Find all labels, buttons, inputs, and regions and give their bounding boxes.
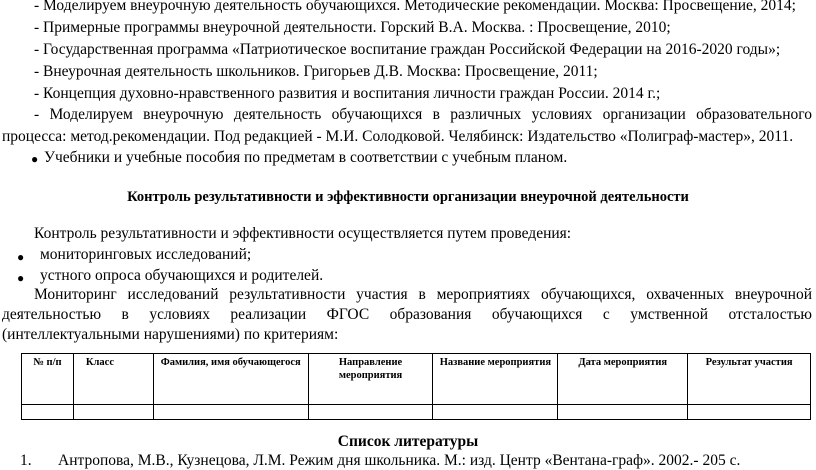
column-header-student: Фамилия, имя обучающегося	[153, 354, 308, 405]
source-line-6b: процесса: метод.рекомендации. Под редакцией - М.И. Солодковой. Челябинск: Издательство «Полиграф-мастер», 2011.	[2, 128, 794, 145]
column-header-class: Класс	[73, 354, 153, 405]
control-intro: Контроль результативности и эффективности осуществляется путем проведения:	[34, 225, 572, 242]
control-heading: Контроль результативности и эффективности организации внеурочной деятельности	[127, 189, 689, 205]
source-line-3: - Государственная программа «Патриотическое воспитание граждан Российской Федерации на 2016-2020 годы»;	[34, 41, 781, 58]
literature-item-1: Антропова, М.В., Кузнецова, Л.М. Режим дня школьника. М.: изд. Центр «Вентана-граф». 2002.- 205 с.	[58, 452, 741, 469]
control-paragraph-line-1: Мониторинг исследований результативности участия в мероприятиях обучающихся, охваченных внеурочной	[34, 286, 812, 303]
column-header-date: Дата мероприятия	[558, 354, 688, 405]
table-header-row	[22, 354, 811, 405]
source-line-5: - Концепция духовно-нравственного развития и воспитания личности граждан России. 2014 г.;	[34, 85, 661, 102]
literature-item-number: 1.	[20, 452, 32, 469]
control-paragraph-line-3: (интеллектуальными нарушениями) по критериям:	[2, 326, 339, 343]
column-header-number: № п/п	[22, 354, 74, 405]
bullet-icon: ●	[31, 152, 39, 166]
bullet-icon: ●	[17, 250, 25, 264]
source-line-4: - Внеурочная деятельность школьников. Григорьев Д.В. Москва: Просвещение, 2011;	[34, 63, 598, 80]
column-header-result: Результат участия	[688, 354, 811, 405]
monitoring-table	[21, 353, 811, 420]
column-header-direction: Направление мероприятия	[308, 354, 433, 405]
source-line-1: - Моделируем внеурочную деятельность обучающихся. Методические рекомендации. Москва: Просвещение, 2014;	[34, 0, 796, 14]
source-line-7: Учебники и учебные пособия по предметам в соответствии с учебным планом.	[44, 149, 568, 166]
source-line-2: - Примерные программы внеурочной деятельности. Горский В.А. Москва. : Просвещение, 2010;	[34, 19, 671, 36]
source-line-6a: - Моделируем внеурочную деятельность обучающихся в различных условиях организации образовательного	[34, 106, 812, 123]
literature-heading: Список литературы	[337, 433, 479, 450]
table-row	[22, 405, 811, 420]
control-paragraph-line-2: деятельностью в условиях реализации ФГОС образования обучающихся с умственной отсталостью	[2, 306, 812, 323]
bullet-icon: ●	[17, 271, 25, 285]
control-bullet-2: устного опроса обучающихся и родителей.	[40, 267, 324, 284]
column-header-event-name: Название мероприятия	[433, 354, 558, 405]
control-bullet-1: мониторинговых исследований;	[40, 246, 252, 263]
